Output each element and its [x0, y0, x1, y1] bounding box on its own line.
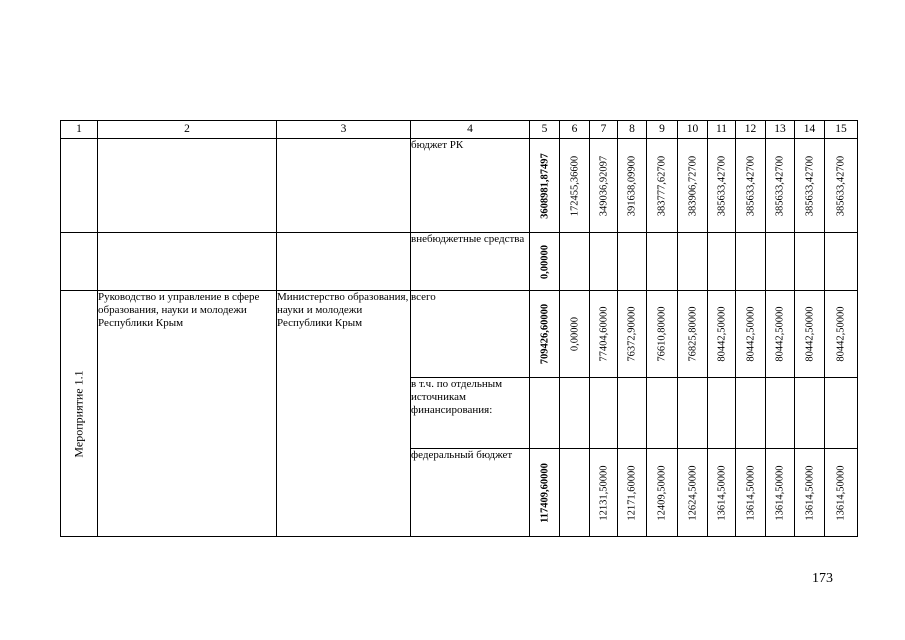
- value-cell: [825, 291, 858, 378]
- value-text: 0,00000: [539, 244, 550, 279]
- value-text: 12171,60000: [626, 464, 638, 521]
- value-cell: [708, 291, 736, 378]
- value-cell: [678, 449, 708, 537]
- value-text: 172455,36600: [569, 155, 580, 216]
- value-text: 349036,92097: [598, 155, 609, 216]
- value-text: 385633,42700: [835, 155, 847, 216]
- empty-cell: [98, 139, 277, 233]
- value-text: 13614,50000: [804, 464, 815, 521]
- value-cell: [678, 378, 708, 449]
- value-cell: [530, 449, 560, 537]
- value-cell: [530, 139, 560, 233]
- value-cell: [618, 378, 647, 449]
- value-cell: [590, 139, 618, 233]
- value-text: 12131,50000: [598, 464, 609, 521]
- value-cell: [560, 378, 590, 449]
- value-cell: [647, 139, 678, 233]
- value-cell: [647, 233, 678, 291]
- header-cell: 7: [590, 121, 618, 139]
- empty-cell: [61, 233, 98, 291]
- value-cell: [647, 291, 678, 378]
- value-cell: [560, 291, 590, 378]
- value-cell: [708, 378, 736, 449]
- value-cell: [825, 378, 858, 449]
- activity-name: Руководство и управление в сфере образования, науки и молодежи Республики Крым: [98, 291, 277, 537]
- header-cell: 8: [618, 121, 647, 139]
- value-text: 80442,50000: [774, 306, 786, 362]
- value-text: 117409,60000: [539, 462, 550, 523]
- value-text: 13614,50000: [745, 464, 756, 521]
- header-cell: 11: [708, 121, 736, 139]
- value-text: 385633,42700: [774, 155, 786, 216]
- value-cell: [766, 378, 795, 449]
- value-cell: [708, 139, 736, 233]
- value-cell: [560, 139, 590, 233]
- source-label: всего: [411, 291, 530, 378]
- header-cell: 10: [678, 121, 708, 139]
- value-text: 76610,80000: [656, 306, 668, 362]
- value-cell: [590, 291, 618, 378]
- value-cell: [647, 449, 678, 537]
- activity-cell: [61, 291, 98, 537]
- empty-cell: [277, 139, 411, 233]
- value-cell: [708, 449, 736, 537]
- value-cell: [795, 291, 825, 378]
- value-cell: [708, 233, 736, 291]
- value-cell: [795, 233, 825, 291]
- value-text: 385633,42700: [745, 155, 756, 216]
- value-text: 385633,42700: [804, 155, 815, 216]
- source-label: в т.ч. по отдельным источникам финансирования:: [411, 378, 530, 449]
- value-cell: [766, 291, 795, 378]
- empty-cell: [98, 233, 277, 291]
- value-cell: [647, 378, 678, 449]
- header-cell: 2: [98, 121, 277, 139]
- value-cell: [618, 291, 647, 378]
- header-cell: 3: [277, 121, 411, 139]
- header-cell: 14: [795, 121, 825, 139]
- value-cell: [618, 139, 647, 233]
- value-text: 77404,60000: [598, 306, 609, 362]
- value-text: 76372,90000: [626, 306, 638, 362]
- executor: Министерство образования, науки и молодежи Республики Крым: [277, 291, 411, 537]
- value-cell: [560, 233, 590, 291]
- header-cell: 13: [766, 121, 795, 139]
- empty-cell: [277, 233, 411, 291]
- value-text: 709426,60000: [539, 303, 550, 365]
- header-cell: 1: [61, 121, 98, 139]
- value-cell: [766, 139, 795, 233]
- value-cell: [795, 378, 825, 449]
- source-label: федеральный бюджет: [411, 449, 530, 537]
- value-text: 80442,50000: [804, 306, 815, 362]
- table-row: [61, 233, 858, 291]
- value-text: 385633,42700: [716, 155, 727, 216]
- value-cell: [678, 139, 708, 233]
- value-cell: [736, 139, 766, 233]
- value-cell: [590, 378, 618, 449]
- value-text: 80442,50000: [716, 306, 727, 362]
- table-row: [61, 291, 858, 378]
- value-cell: [560, 449, 590, 537]
- value-cell: [736, 378, 766, 449]
- value-cell: [795, 449, 825, 537]
- value-cell: [530, 378, 560, 449]
- value-text: 383777,62700: [656, 155, 668, 216]
- value-cell: [825, 449, 858, 537]
- value-cell: [678, 233, 708, 291]
- value-cell: [618, 449, 647, 537]
- value-cell: [678, 291, 708, 378]
- value-text: 13614,50000: [716, 464, 727, 521]
- header-cell: 15: [825, 121, 858, 139]
- value-text: 76825,80000: [687, 306, 698, 362]
- header-cell: 6: [560, 121, 590, 139]
- value-text: 80442,50000: [835, 306, 847, 362]
- value-cell: [530, 291, 560, 378]
- value-text: 12624,50000: [687, 464, 698, 521]
- value-text: 13614,50000: [835, 464, 847, 521]
- value-text: 3608981,87497: [539, 152, 550, 219]
- value-text: 0,00000: [569, 316, 580, 352]
- table-row: [61, 139, 858, 233]
- value-cell: [825, 139, 858, 233]
- activity-label: Мероприятие 1.1: [71, 369, 86, 458]
- value-cell: [825, 233, 858, 291]
- value-cell: [736, 291, 766, 378]
- value-cell: [795, 139, 825, 233]
- value-text: 80442,50000: [745, 306, 756, 362]
- value-cell: [530, 233, 560, 291]
- source-label: бюджет РК: [411, 139, 530, 233]
- value-cell: [736, 449, 766, 537]
- value-text: 12409,50000: [656, 464, 668, 521]
- value-text: 391638,09900: [626, 155, 638, 216]
- value-cell: [766, 449, 795, 537]
- header-cell: 9: [647, 121, 678, 139]
- value-cell: [590, 449, 618, 537]
- value-cell: [590, 233, 618, 291]
- value-cell: [766, 233, 795, 291]
- empty-cell: [61, 139, 98, 233]
- page-number: 173: [812, 571, 833, 586]
- value-cell: [618, 233, 647, 291]
- header-cell: 4: [411, 121, 530, 139]
- budget-table: [60, 120, 858, 537]
- header-cell: 12: [736, 121, 766, 139]
- value-cell: [736, 233, 766, 291]
- value-text: 383906,72700: [687, 155, 698, 216]
- value-text: 13614,50000: [774, 464, 786, 521]
- source-label: внебюджетные средства: [411, 233, 530, 291]
- header-row: [61, 121, 858, 139]
- header-cell: 5: [530, 121, 560, 139]
